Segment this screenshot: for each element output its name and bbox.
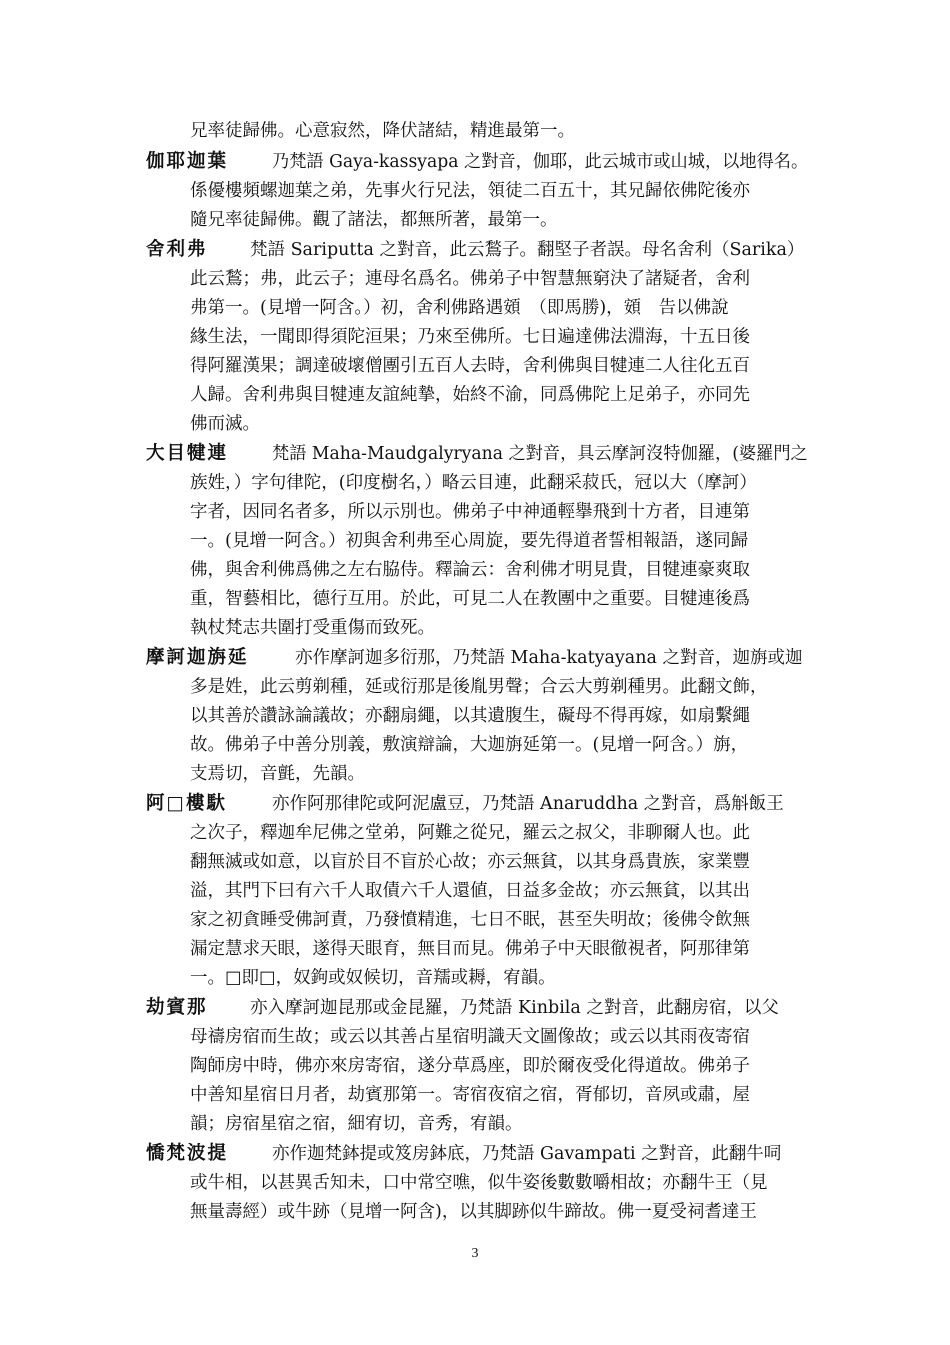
term-heading: 劫賓那 (146, 997, 208, 1018)
term-heading: 大目犍連 (146, 443, 229, 464)
term-heading: 伽耶迦葉 (146, 151, 229, 172)
body-line: 此云鶖；弗，此云子；連母名爲名。佛弟子中智慧無窮決了諸疑者，舍利 (190, 269, 750, 289)
body-line: 故。佛弟子中善分別義，敷演辯論，大迦旃延第一。(見增一阿含。）旃， (190, 735, 749, 755)
body-line: 得阿羅漢果；調達破壞僧團引五百人去時，舍利佛與目犍連二人往化五百 (190, 356, 750, 376)
body-line: 佛而滅。 (190, 414, 260, 434)
body-line: 梵語 Maha-Maudgalyryana 之對音，具云摩訶沒特伽羅，(婆羅門之 (272, 444, 808, 464)
body-line: 人歸。舍利弗與目犍連友誼純摯，始終不渝，同爲佛陀上足弟子，亦同先 (190, 385, 750, 405)
body-line: 緣生法，一聞即得須陀洹果；乃來至佛所。七日遍達佛法淵海，十五日後 (190, 327, 750, 347)
body-line: 字者，因同名者多，所以示別也。佛弟子中神通輕擧飛到十方者，目連第 (190, 502, 750, 522)
body-line: 重，智藝相比，德行互用。於此，可見二人在教團中之重要。目犍連後爲 (190, 589, 750, 609)
body-line: 亦作阿那律陀或阿泥盧豆，乃梵語 Anaruddha 之對音，爲斛飯王 (272, 794, 784, 814)
body-line: 族姓，）字句律陀，(印度樹名，）略云目連，此翻采菽氏，冠以大（摩訶） (190, 473, 757, 493)
body-line: 佛，與舍利佛爲佛之左右脇侍。釋論云：舍利佛才明見貴，目犍連豪爽取 (190, 560, 750, 580)
body-line: 一。□即□，奴鉤或奴候切，音羺或耨，宥韻。 (190, 968, 556, 988)
body-line: 一。(見增一阿含。）初與舍利弗至心周旋，要先得道者誓相報語，遂同歸 (190, 531, 749, 551)
body-line: 以其善於讚詠論議故；亦翻扇繩，以其遺腹生，礙母不得再嫁，如扇繫繩 (190, 706, 750, 726)
term-heading: 憍梵波提 (146, 1143, 229, 1164)
body-line: 亦作迦梵鉢提或笈房鉢底，乃梵語 Gavampati 之對音，此翻牛呞 (272, 1144, 782, 1164)
body-line: 韻；房宿星宿之宿，細宥切，音秀，宥韻。 (190, 1114, 523, 1134)
body-line: 中善知星宿日月者，劫賓那第一。寄宿夜宿之宿，胥郁切，音夙或肅，屋 (190, 1085, 750, 1105)
body-line: 亦入摩訶迦昆那或金昆羅，乃梵語 Kinbila 之對音，此翻房宿，以父 (250, 998, 779, 1018)
body-line: 多是姓，此云剪剃種，延或衍那是後胤男聲；合云大剪剃種男。此翻文飾， (190, 677, 768, 697)
body-line: 漏定慧求天眼，遂得天眼育，無目而見。佛弟子中天眼徹視者，阿那律第 (190, 939, 750, 959)
body-line: 之次子，釋迦牟尼佛之堂弟，阿難之從兄，羅云之叔父，非聊爾人也。此 (190, 823, 750, 843)
body-line: 梵語 Sariputta 之對音，此云鶖子。翻堅子者誤。母名舍利（Sarika） (250, 240, 805, 260)
term-heading: 阿□樓馱 (146, 793, 227, 814)
body-line: 溢，其門下曰有六千人取債六千人還値，日益多金故；亦云無貧，以其出 (190, 881, 750, 901)
term-heading: 摩訶迦旃延 (146, 647, 249, 668)
body-line: 無量壽經）或牛跡（見增一阿含)，以其脚跡似牛蹄故。佛一夏受祠耆達王 (190, 1202, 757, 1222)
body-line: 執杖梵志共圍打受重傷而致死。 (190, 618, 435, 638)
page-number: 3 (471, 1246, 479, 1261)
body-line: 陶師房中時，佛亦來房寄宿，遂分草爲座，即於爾夜受化得道故。佛弟子 (190, 1056, 750, 1076)
term-heading: 舍利弗 (146, 239, 208, 260)
body-line: 弗第一。(見增一阿含。）初，舍利佛路遇頞 （即馬勝)，頞 告以佛說 (190, 298, 729, 318)
body-line: 乃梵語 Gaya-kassyapa 之對音，伽耶，此云城市或山城，以地得名。 (272, 152, 809, 172)
body-line: 翻無滅或如意，以盲於目不盲於心故；亦云無貧，以其身爲貴族，家業豐 (190, 852, 750, 872)
body-line: 係優樓頻螺迦葉之弟，先事火行兄法，領徒二百五十，其兄歸依佛陀後亦 (190, 181, 750, 201)
body-line: 母禱房宿而生故；或云以其善占星宿明識天文圖像故；或云以其雨夜寄宿 (190, 1027, 750, 1047)
body-line: 或牛相，以甚異舌知未，口中常空噍，似牛姿後數數嚼相故；亦翻牛王（見 (190, 1173, 768, 1193)
body-line: 亦作摩訶迦多衍那，乃梵語 Maha-katyayana 之對音，迦旃或迦 (295, 648, 803, 668)
body-line: 兄率徒歸佛。心意寂然，降伏諸結，精進最第一。 (190, 121, 575, 141)
body-line: 支焉切，音氈，先韻。 (190, 764, 365, 784)
body-line: 家之初貪睡受佛訶責，乃發憤精進，七日不眠，甚至失明故；後佛令飲無 (190, 910, 750, 930)
body-line: 隨兄率徒歸佛。觀了諸法，都無所著，最第一。 (190, 210, 558, 230)
